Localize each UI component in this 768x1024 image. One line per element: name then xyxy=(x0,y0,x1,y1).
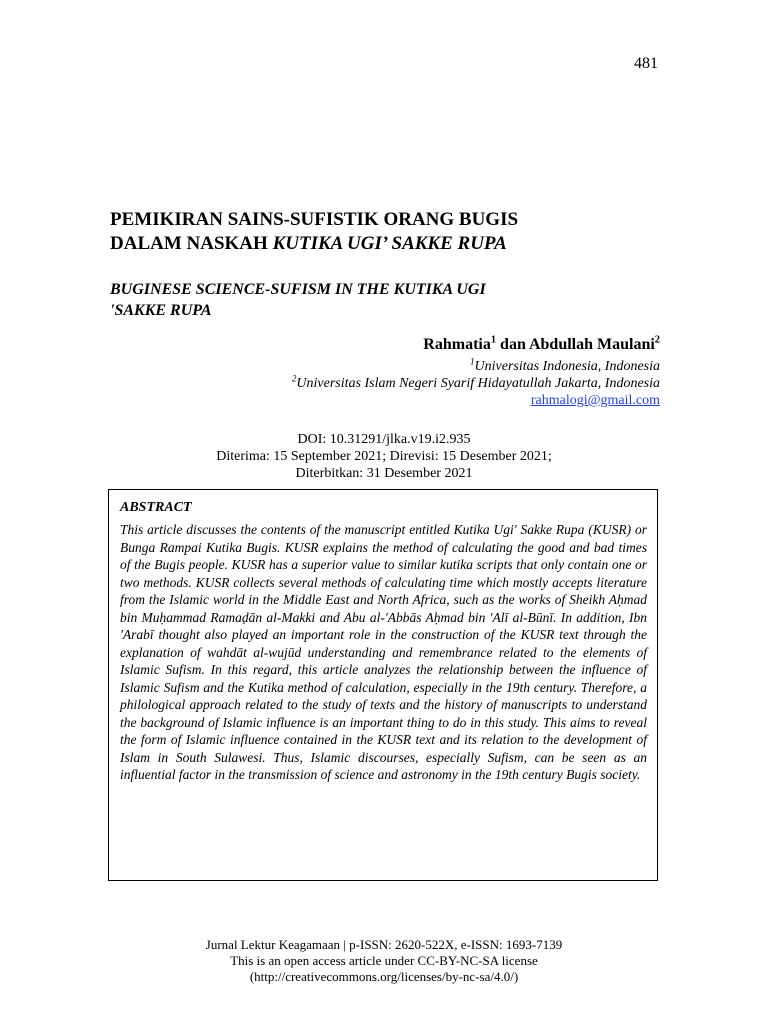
author-email-link[interactable]: rahmalogi@gmail.com xyxy=(530,393,660,408)
author-1-affil-marker: 1 xyxy=(490,334,497,346)
published-date: Diterbitkan: 31 Desember 2021 xyxy=(295,466,473,481)
abstract-heading: ABSTRACT xyxy=(120,500,192,515)
affiliation-2-marker: 2 xyxy=(291,373,297,384)
author-conjunction: dan xyxy=(496,336,529,353)
doi: DOI: 10.31291/jlka.v19.i2.935 xyxy=(297,432,471,447)
subtitle-line-1: BUGINESE SCIENCE-SUFISM IN THE KUTIKA UGI xyxy=(110,281,486,298)
affiliation-1 xyxy=(469,356,660,375)
article-title xyxy=(110,208,670,256)
title-line-2 xyxy=(110,232,670,256)
subtitle-line-2: 'SAKKE RUPA xyxy=(110,302,212,319)
abstract-text: This article discusses the contents of the manuscript entitled Kutika Ugi' Sakke Rupa (KUSR) or Bunga Rampai Kutika Bugis. KUSR explains the method of calculating the good and bad times of the Bugis people. KUSR has a superior value to similar kutika scripts that only contain one or two methods. KUSR collects several methods of calculating time which mostly accepts literature from the Islamic world in the Middle East and North Africa, such as the works of Sheikh Aḥmad bin Muḥammad Ramaḍān al-Makki and Abu al-'Abbās Aḥmad bin 'Alī al-Būnī. In addition, Ibn 'Arabī thought also played an important role in the construction of the KUSR text through the explanation of wahdāt al-wujūd understanding and remembrance related to the elements of Islamic Sufism. In this regard, this article analyzes the relationship between the influence of Islamic Sufism and the Kutika method of calculation, especially in the 19th century. Therefore, a philological approach related to the study of texts and the history of manuscripts to understand the background of Islamic influence is an important thing to do in this study. This aims to reveal the form of Islamic influence contained in the KUSR text and its relation to the development of Islam in South Sulawesi. Thus, Islamic discourses, especially Sufism, can be seen as an influential factor in the transmission of science and astronomy in the 19th century Bugis society. xyxy=(120,522,647,782)
title-line-1: PEMIKIRAN SAINS-SUFISTIK ORANG BUGIS xyxy=(110,209,519,230)
author-list xyxy=(423,336,660,354)
footer-license-url: (http://creativecommons.org/licenses/by-nc-sa/4.0/) xyxy=(249,969,519,984)
page-number: 481 xyxy=(634,55,658,72)
submission-dates: Diterima: 15 September 2021; Direvisi: 15 Desember 2021; xyxy=(216,449,552,464)
footer-journal-info: Jurnal Lektur Keagamaan | p-ISSN: 2620-522X, e-ISSN: 1693-7139 xyxy=(205,937,563,952)
author-2-affil-marker: 2 xyxy=(654,334,660,346)
affiliation-2 xyxy=(291,373,660,392)
author-name-1: Rahmatia xyxy=(423,336,491,353)
author-name-2: Abdullah Maulani xyxy=(528,336,655,353)
affiliation-1-text: Universitas Indonesia, Indonesia xyxy=(474,359,660,374)
abstract-box xyxy=(108,489,658,881)
footer-license: This is an open access article under CC-BY-NC-SA license xyxy=(230,953,538,968)
title-line-2-italic: KUTIKA UGI’ SAKKE RUPA xyxy=(272,233,507,254)
article-subtitle xyxy=(110,279,650,321)
affiliation-2-text: Universitas Islam Negeri Syarif Hidayatullah Jakarta, Indonesia xyxy=(296,376,660,391)
affiliation-1-marker: 1 xyxy=(469,356,475,367)
title-line-2-plain: DALAM NASKAH xyxy=(110,233,273,254)
